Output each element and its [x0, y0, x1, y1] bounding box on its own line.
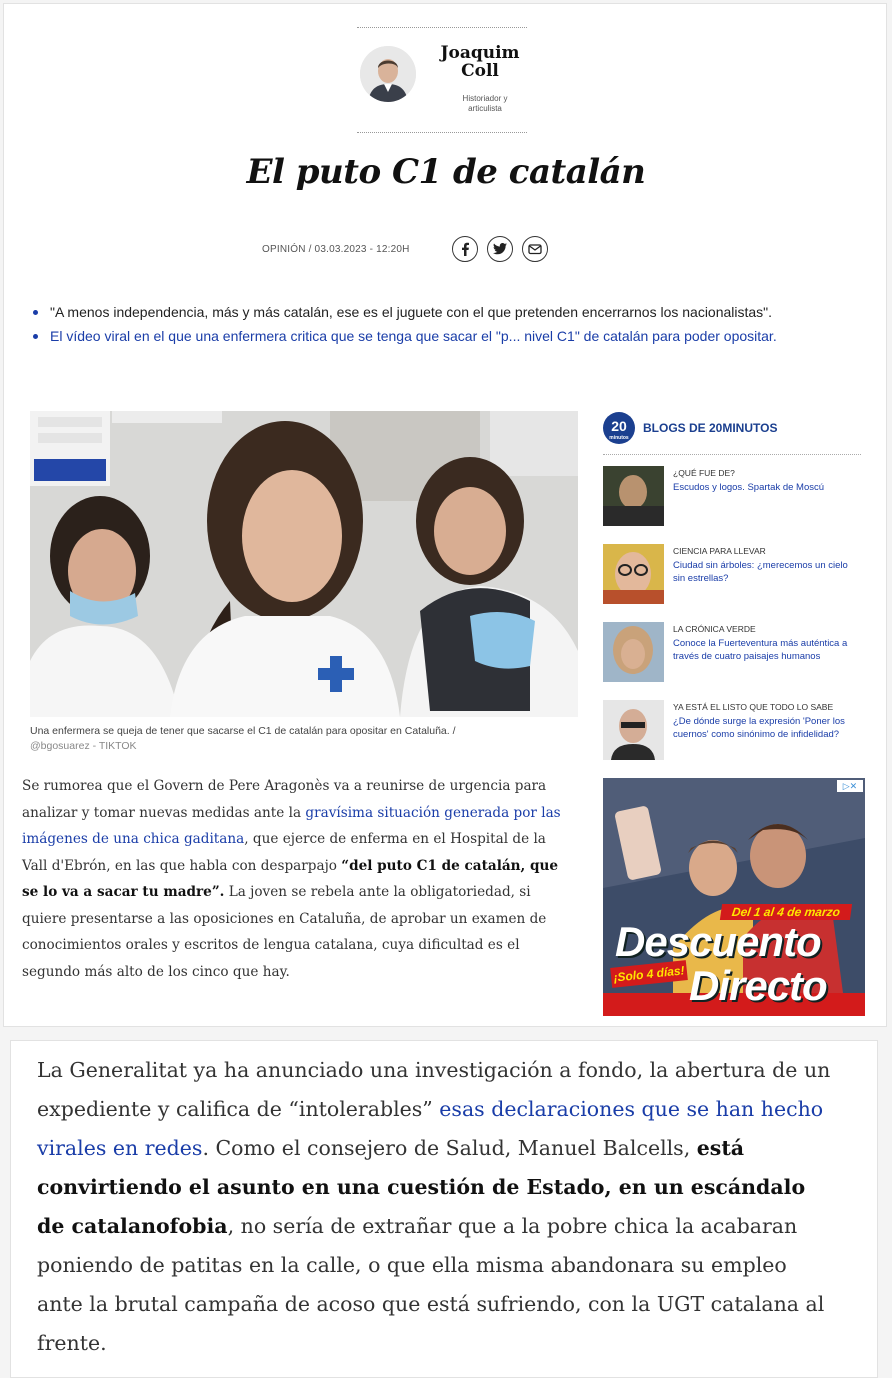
blog-link[interactable]: ¿De dónde surge la expresión 'Poner los cuernos' como sinónimo de infidelidad?	[673, 716, 845, 740]
ad-headline-2: Directo	[689, 962, 827, 1009]
blog-thumbnail[interactable]	[603, 700, 664, 760]
caption-text: Una enfermera se queja de tener que sacarse el C1 de catalán para opositar en Cataluña. /	[30, 725, 456, 737]
article-meta: OPINIÓN / 03.03.2023 - 12:20H	[262, 244, 410, 255]
author-box	[357, 27, 527, 133]
paragraph-text: La Generalitat ya ha anunciado una investigación a fondo, la abertura de un expediente y califica de “intolerables”	[37, 1058, 831, 1121]
blog-category: CIENCIA PARA LLEVAR	[673, 546, 766, 556]
blog-category: ¿QUÉ FUE DE?	[673, 468, 735, 478]
author-role: Historiador y articulista	[462, 94, 508, 113]
related-item-quote[interactable]: "A menos independencia, más y más catalán, ese es el juguete con el que pretenden encerrarnos los nacionalistas".	[30, 300, 860, 324]
twitter-icon[interactable]	[487, 236, 513, 262]
paragraph-text: , que ejerce de enferma en el Hospital de la Vall d'Ebrón, en las que habla con desparpajo	[22, 831, 546, 874]
blog-thumbnail[interactable]	[603, 622, 664, 682]
blog-item[interactable]	[603, 622, 863, 684]
ad-choices-icon[interactable]: ▷✕	[837, 780, 863, 792]
ad-badge: ¡Solo 4 días!	[610, 960, 688, 988]
email-icon[interactable]	[522, 236, 548, 262]
caption-credit: @bgosuarez - TIKTOK	[30, 740, 137, 752]
paragraph-text: . Como el consejero de Salud, Manuel Balcells,	[202, 1136, 697, 1160]
logo-number: 20	[611, 418, 627, 434]
facebook-icon[interactable]	[452, 236, 478, 262]
blog-item[interactable]	[603, 466, 863, 528]
blog-category: LA CRÓNICA VERDE	[673, 624, 756, 634]
20minutos-logo[interactable]	[603, 412, 635, 444]
blog-item[interactable]	[603, 700, 863, 762]
article-photo[interactable]	[30, 411, 578, 717]
author-name[interactable]: Joaquim Coll	[440, 43, 520, 81]
blog-thumbnail[interactable]	[603, 466, 664, 526]
article-paragraph-1	[22, 773, 567, 985]
article-continuation	[10, 1040, 878, 1378]
paragraph-text: , no sería de extrañar que a la pobre chica la acabaran poniendo de patitas en la calle, o que ella misma abandonara su empleo ante la brutal campaña de acoso que está sufriendo, con la UGT catalana al frente.	[37, 1214, 825, 1355]
blog-link[interactable]: Ciudad sin árboles: ¿merecemos un cielo sin estrellas?	[673, 560, 848, 584]
headline: El puto C1 de catalán	[246, 152, 646, 192]
blog-category: YA ESTÁ EL LISTO QUE TODO LO SABE	[673, 702, 834, 712]
blog-thumbnail[interactable]	[603, 544, 664, 604]
ad-headline-1: Descuento	[615, 918, 821, 965]
blogs-divider	[603, 454, 861, 455]
blogs-title[interactable]: BLOGS DE 20MINUTOS	[643, 421, 778, 435]
author-avatar[interactable]	[360, 46, 416, 102]
paragraph-text: La joven se rebela ante la obligatoriedad, si quiere presentarse a las oposiciones en Cataluña, de aprobar un examen de conocimientos orales y escritos de lengua catalana, cuya dificultad es el segundo más alto de los cinco que hay.	[22, 884, 547, 980]
advertisement[interactable]	[603, 778, 865, 1016]
inline-link[interactable]: gravísima situación generada por las imágenes de una chica gaditana	[22, 804, 561, 847]
related-item-link[interactable]: El vídeo viral en el que una enfermera critica que se tenga que sacar el "p... nivel C1" de catalán para poder opositar.	[30, 324, 860, 348]
article-paragraph-2	[37, 1051, 837, 1363]
blog-link[interactable]: Escudos y logos. Spartak de Moscú	[673, 482, 825, 493]
ad-date: Del 1 al 4 de marzo	[720, 904, 852, 920]
paragraph-text: Se rumorea que el Govern de Pere Aragonès va a reunirse de urgencia para analizar y tomar nuevas medidas ante la	[22, 778, 547, 821]
photo-caption	[30, 724, 480, 754]
paragraph-bold: “del puto C1 de catalán, que se lo va a sacar tu madre”.	[22, 857, 559, 900]
related-list	[30, 300, 860, 348]
blog-item[interactable]	[603, 544, 863, 606]
inline-link[interactable]: esas declaraciones que se han hecho virales en redes	[37, 1097, 824, 1160]
blog-link[interactable]: Conoce la Fuerteventura más auténtica a través de cuatro paisajes humanos	[673, 638, 848, 662]
logo-sub: minutos	[609, 435, 629, 441]
paragraph-bold: está convirtiendo el asunto en una cuestión de Estado, en un escándalo de catalanofobia	[37, 1136, 806, 1238]
